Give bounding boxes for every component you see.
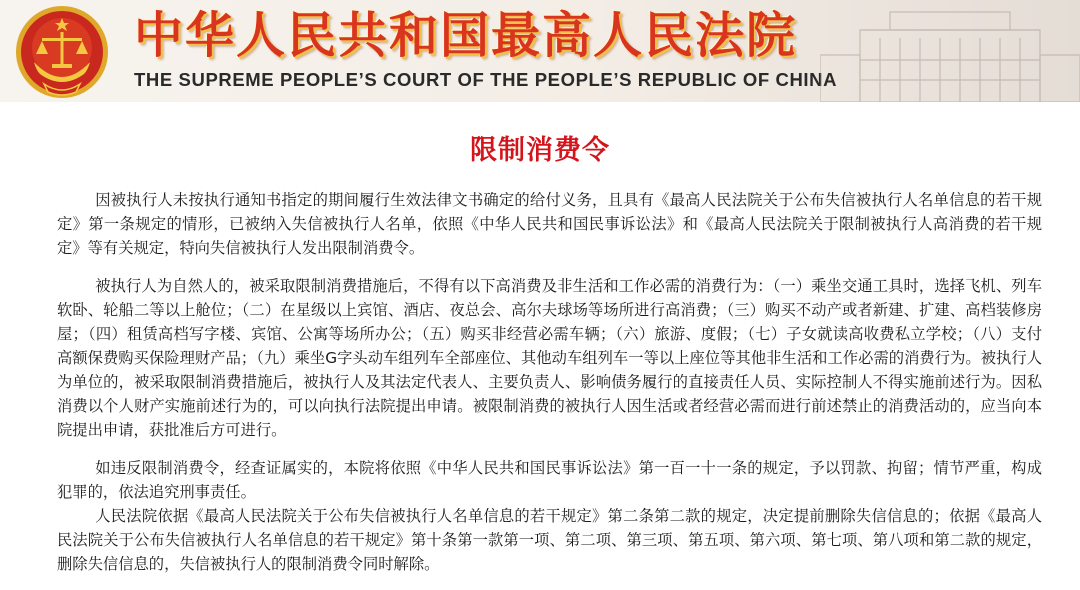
header-banner xyxy=(0,0,1080,102)
paragraph-removal: 人民法院依据《最高人民法院关于公布失信被执行人名单信息的若干规定》第二条第二款的规定，决定提前删除失信信息的；依据《最高人民法院关于公布失信被执行人名单信息的若干规定》第十条第一款第一项、第二项、第三项、第五项、第六项、第七项、第八项和第二款的规定，删除失信信息的，失信被执行人的限制消费令同时解除。 xyxy=(57,507,1042,573)
document-body xyxy=(57,188,1042,576)
document-title: 限制消费令 xyxy=(470,135,610,166)
paragraph-penalty: 如违反限制消费令，经查证属实的，本院将依照《中华人民共和国民事诉讼法》第一百一十一条的规定，予以罚款、拘留；情节严重，构成犯罪的，依法追究刑事责任。 xyxy=(57,459,1042,501)
paragraph-restrictions: 被执行人为自然人的，被采取限制消费措施后，不得有以下高消费及非生活和工作必需的消费行为：（一）乘坐交通工具时，选择飞机、列车软卧、轮船二等以上舱位；（二）在星级以上宾馆、酒店、夜总会、高尔夫球场等场所进行高消费；（三）购买不动产或者新建、扩建、高档装修房屋；（四）租赁高档写字楼、宾馆、公寓等场所办公；（五）购买非经营必需车辆；（六）旅游、度假；（七）子女就读高收费私立学校；（八）支付高额保费购买保险理财产品；（九）乘坐G字头动车组列车全部座位、其他动车组列车一等以上座位等其他非生活和工作必需的消费行为。被执行人为单位的，被采取限制消费措施后，被执行人及其法定代表人、主要负责人、影响债务履行的直接责任人员、实际控制人不得实施前述行为。因私消费以个人财产实施前述行为的，可以向执行法院提出申请。被限制消费的被执行人因生活或者经营必需而进行前述禁止的消费活动的，应当向本院提出申请，获批准后方可进行。 xyxy=(57,277,1042,439)
site-title-cn: 中华人民共和国最高人民法院 xyxy=(134,7,798,64)
paragraph-intro: 因被执行人未按执行通知书指定的期间履行生效法律文书确定的给付义务，且具有《最高人民法院关于公布失信被执行人名单信息的若干规定》第一条规定的情形，已被纳入失信被执行人名单，依照《中华人民共和国民事诉讼法》和《最高人民法院关于限制被执行人高消费的若干规定》等有关规定，特向失信被执行人发出限制消费令。 xyxy=(57,191,1042,257)
court-emblem-icon xyxy=(14,4,110,100)
site-title-en: THE SUPREME PEOPLE’S COURT OF THE PEOPLE’S REPUBLIC OF CHINA xyxy=(134,69,838,90)
court-building-icon xyxy=(820,0,1080,102)
